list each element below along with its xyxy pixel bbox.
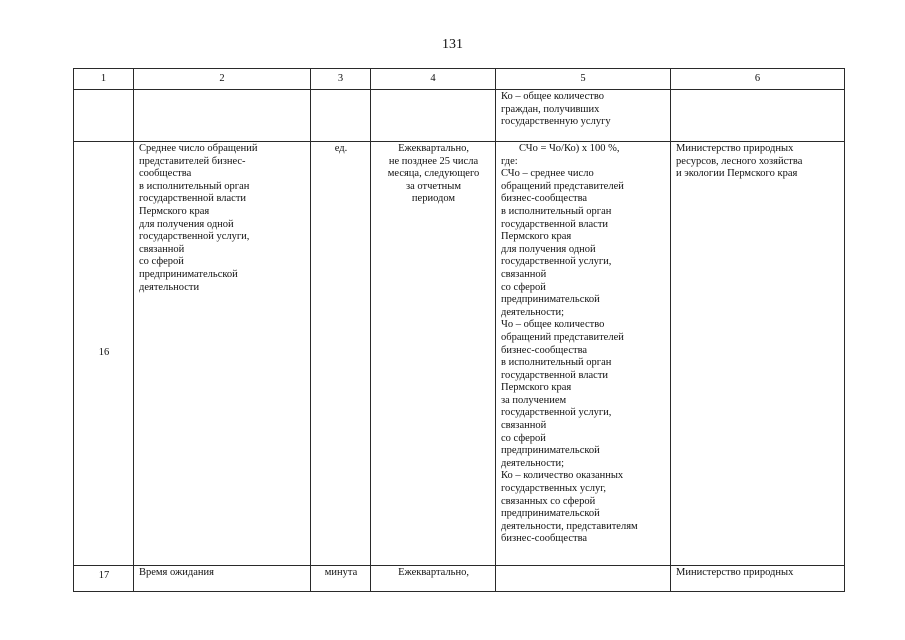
cell-indicator: Время ожидания	[134, 566, 311, 592]
cell-indicator	[134, 90, 311, 142]
cell-periodicity: Ежеквартально,	[371, 566, 496, 592]
column-header-2: 2	[134, 69, 311, 90]
cell-periodicity: Ежеквартально, не позднее 25 числа месяца, следующего за отчетным периодом	[371, 142, 496, 566]
cell-responsible: Министерство природных	[671, 566, 845, 592]
table-row	[74, 566, 845, 592]
cell-unit: минута	[311, 566, 371, 592]
cell-number	[74, 90, 134, 142]
cell-formula: Ко – общее количество граждан, получивших государственную услугу	[496, 90, 671, 142]
column-header-1: 1	[74, 69, 134, 90]
formula-expression: СЧо = Чо/Ко) х 100 %,	[519, 143, 620, 154]
cell-periodicity	[371, 90, 496, 142]
cell-responsible: Министерство природных ресурсов, лесного хозяйства и экологии Пермского края	[671, 142, 845, 566]
cell-responsible	[671, 90, 845, 142]
cell-formula	[496, 566, 671, 592]
cell-indicator: Среднее число обращений представителей бизнес- сообщества в исполнительный орган государственной власти Пермского края для получения одной государственной услуги, связанной со сферой предпринимательской деятельности	[134, 142, 311, 566]
cell-formula	[496, 142, 671, 566]
cell-unit: ед.	[311, 142, 371, 566]
column-header-5: 5	[496, 69, 671, 90]
table-row	[74, 142, 845, 566]
cell-unit	[311, 90, 371, 142]
column-header-3: 3	[311, 69, 371, 90]
column-header-4: 4	[371, 69, 496, 90]
table-row-continuation	[74, 90, 845, 142]
cell-number: 16	[74, 142, 134, 566]
indicators-table	[73, 68, 845, 592]
header-row	[74, 69, 845, 90]
page-number: 131	[442, 37, 463, 52]
cell-number: 17	[74, 566, 134, 592]
column-header-6: 6	[671, 69, 845, 90]
formula-explanation: где: СЧо – среднее число обращений представителей бизнес-сообщества в исполнительный орган государственной власти Пермского края для получения одной государственной услуги, связанной со сферой предпринимательской деятельности; Чо – общее количество обращений представителей бизнес-сообщества в исполнительный орган государственной власти Пермского края за получением государственной услуги, связанной со сферой предпринимательской деятельности; Ко – количество оказанных государственных услуг, связанных со сферой предпринимательской деятельности, представителям бизнес-сообщества	[501, 155, 638, 545]
